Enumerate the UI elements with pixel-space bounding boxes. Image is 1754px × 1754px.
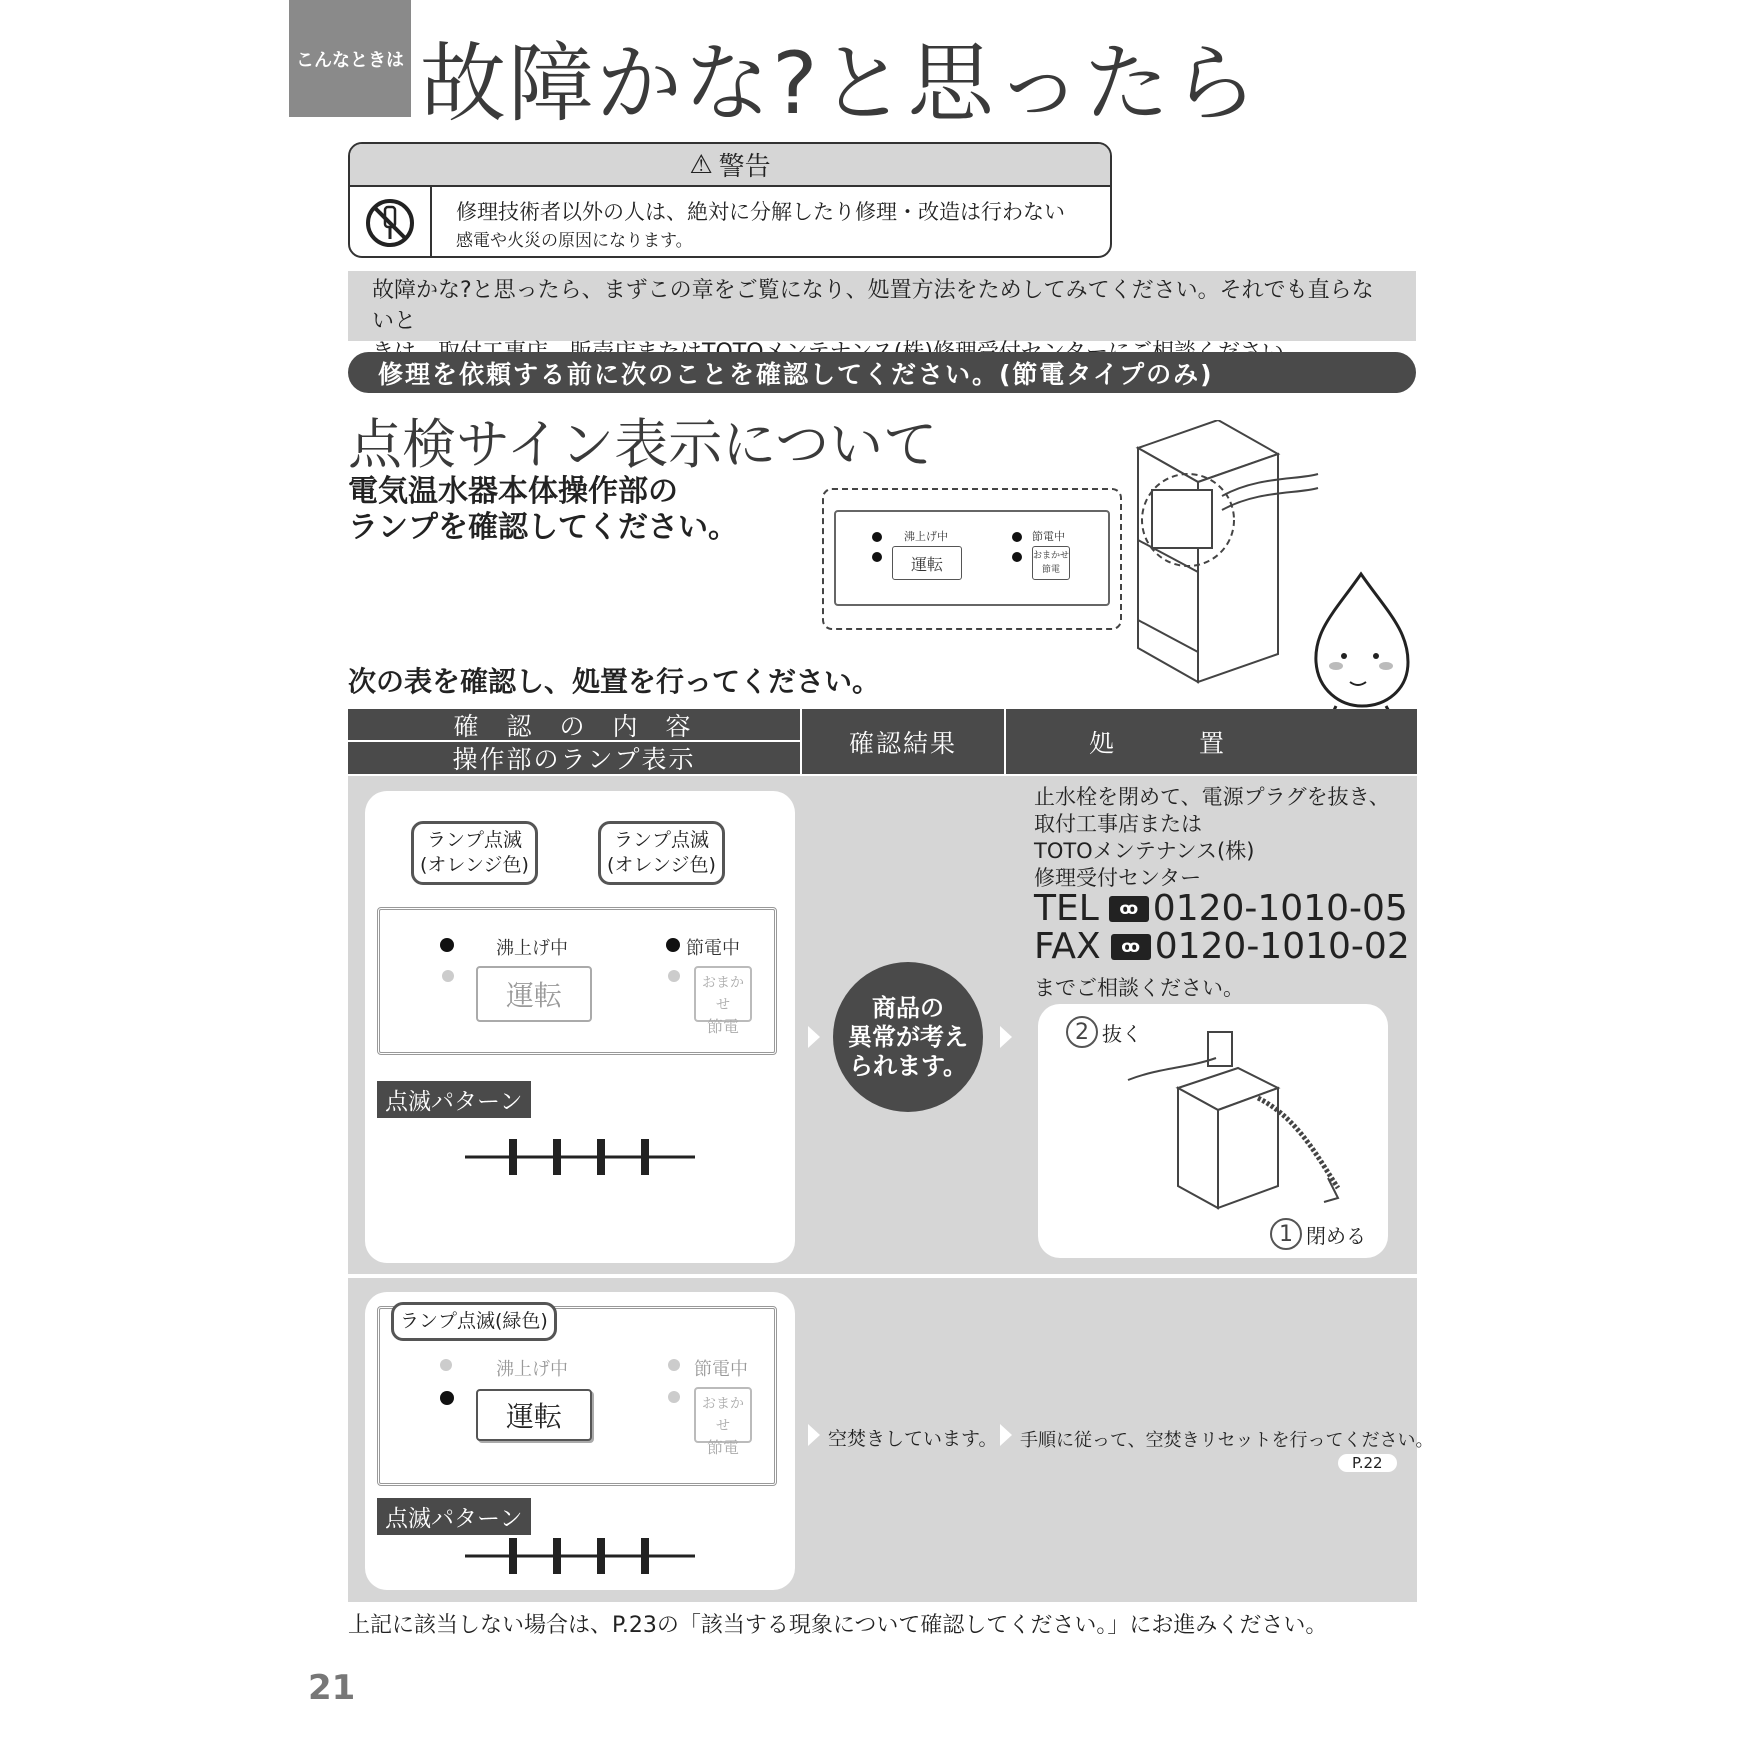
table-row xyxy=(348,1278,1434,1602)
check-banner: 修理を依頼する前に次のことを確認してください。(節電タイプのみ) xyxy=(348,352,1416,393)
lamp-run-icon xyxy=(872,552,882,562)
tel-number: 0120-1010-05 xyxy=(1152,888,1408,929)
result-text: 空焚きしています。 xyxy=(828,1428,998,1450)
step-unplug: 2 抜く xyxy=(1066,1016,1142,1048)
tel-line: TEL ꝏ 0120-1010-05 xyxy=(1034,888,1408,929)
action-text: 止水栓を閉めて、電源プラグを抜き、 取付工事店または TOTOメンテナンス(株) 修理受付センター xyxy=(1034,785,1390,890)
header-action: 処 置 xyxy=(1006,709,1417,774)
blink-pattern-graphic xyxy=(465,1536,695,1576)
intro-line-1: 故障かな?と思ったら、まずこの章をご覧になり、処置方法をためしてみてください。それでも直らないと xyxy=(372,278,1374,334)
lamp-save-label: 節電中 xyxy=(686,938,740,959)
lamp-omakase-off-icon xyxy=(668,1391,680,1403)
action-text: 手順に従って、空焚きリセットを行ってください。 xyxy=(1020,1430,1434,1451)
footnote: 上記に該当しない場合は、P.23の「該当する現象について確認してください。」にお進みください。 xyxy=(348,1613,1328,1638)
table-instruction: 次の表を確認し、処置を行ってください。 xyxy=(348,665,881,698)
warning-heading xyxy=(350,144,1110,187)
fax-number: 0120-1010-02 xyxy=(1154,926,1410,967)
bubble-green: ランプ点滅(緑色) xyxy=(391,1302,557,1341)
arrow-icon xyxy=(808,1026,820,1048)
page-number: 21 xyxy=(308,1668,356,1708)
warning-box xyxy=(348,142,1112,258)
intro-text xyxy=(348,271,1416,341)
arrow-icon xyxy=(1000,1424,1012,1446)
freedial-icon: ꝏ xyxy=(1109,896,1149,922)
lamp-boil-label: 沸上げ中 xyxy=(496,1359,568,1380)
lamp-run-blink-icon xyxy=(440,1391,454,1405)
section-subtitle-2: ランプを確認してください。 xyxy=(348,510,738,545)
header-result: 確認結果 xyxy=(802,709,1004,774)
freedial-icon: ꝏ xyxy=(1111,934,1151,960)
lamp-save-blink-icon xyxy=(666,938,680,952)
warning-subtext: 感電や火災の原因になります。 xyxy=(456,231,693,251)
action-end-text: までご相談ください。 xyxy=(1034,976,1244,1000)
lamp-save-icon xyxy=(1012,532,1022,542)
no-disassembly-icon xyxy=(350,187,432,258)
lamp-run-off-icon xyxy=(442,970,454,982)
arrow-icon xyxy=(808,1424,820,1446)
panel-lamp-boil-label: 沸上げ中 xyxy=(904,530,948,543)
lamp-save-label: 節電中 xyxy=(694,1359,748,1380)
header-check-content: 確認の内容 xyxy=(348,709,800,740)
table-row xyxy=(348,776,1417,1274)
run-button: 運転 xyxy=(476,966,592,1022)
blink-pattern-label: 点滅パターン xyxy=(377,1081,531,1118)
lamp-display-card xyxy=(365,791,795,1263)
warning-text: 修理技術者以外の人は、絶対に分解したり修理・改造は行わない xyxy=(456,200,1065,224)
blink-pattern-graphic xyxy=(465,1137,695,1177)
omakase-button: おまかせ 節電 xyxy=(694,1387,752,1443)
water-heater-unplug-icon xyxy=(1098,1028,1358,1238)
lamp-omakase-icon xyxy=(1012,552,1022,562)
section-title: 点検サイン表示について xyxy=(348,413,938,476)
step-close-valve: 1 閉める xyxy=(1270,1218,1366,1250)
page-ref-badge[interactable]: P.22 xyxy=(1338,1454,1397,1472)
section-tag: こんなときは xyxy=(289,0,411,117)
page-title: 故障かな?と思ったら xyxy=(420,34,1260,134)
lamp-boil-label: 沸上げ中 xyxy=(496,938,568,959)
panel-lamp-save-label: 節電中 xyxy=(1032,530,1065,543)
lamp-boil-off-icon xyxy=(440,1359,452,1371)
section-subtitle-1: 電気温水器本体操作部の xyxy=(348,474,678,509)
blink-pattern-label: 点滅パターン xyxy=(377,1498,531,1535)
lamp-save-off-icon xyxy=(668,1359,680,1371)
bubble-orange-left: ランプ点滅 (オレンジ色) xyxy=(411,821,538,885)
lamp-boil-blink-icon xyxy=(440,938,454,952)
bubble-orange-right: ランプ点滅 (オレンジ色) xyxy=(598,821,725,885)
control-panel-callout xyxy=(822,488,1122,630)
header-lamp-display: 操作部のランプ表示 xyxy=(348,742,800,774)
control-panel xyxy=(834,510,1110,606)
arrow-icon xyxy=(1000,1026,1012,1048)
fax-line: FAX ꝏ 0120-1010-02 xyxy=(1034,926,1410,967)
warning-triangle-icon: ⚠ xyxy=(689,149,713,180)
lamp-boil-icon xyxy=(872,532,882,542)
panel-frame xyxy=(377,907,777,1055)
warning-heading-text: 警告 xyxy=(718,152,771,182)
run-button: 運転 xyxy=(476,1389,592,1441)
panel-save-button: おまかせ 節電 xyxy=(1032,546,1070,580)
panel-run-button: 運転 xyxy=(892,546,962,580)
omakase-button: おまかせ 節電 xyxy=(694,966,752,1022)
unplug-illustration-card xyxy=(1038,1004,1388,1258)
lamp-omakase-off-icon xyxy=(668,970,680,982)
result-circle: 商品の 異常が考え られます。 xyxy=(833,962,983,1112)
lamp-display-card xyxy=(365,1292,795,1590)
